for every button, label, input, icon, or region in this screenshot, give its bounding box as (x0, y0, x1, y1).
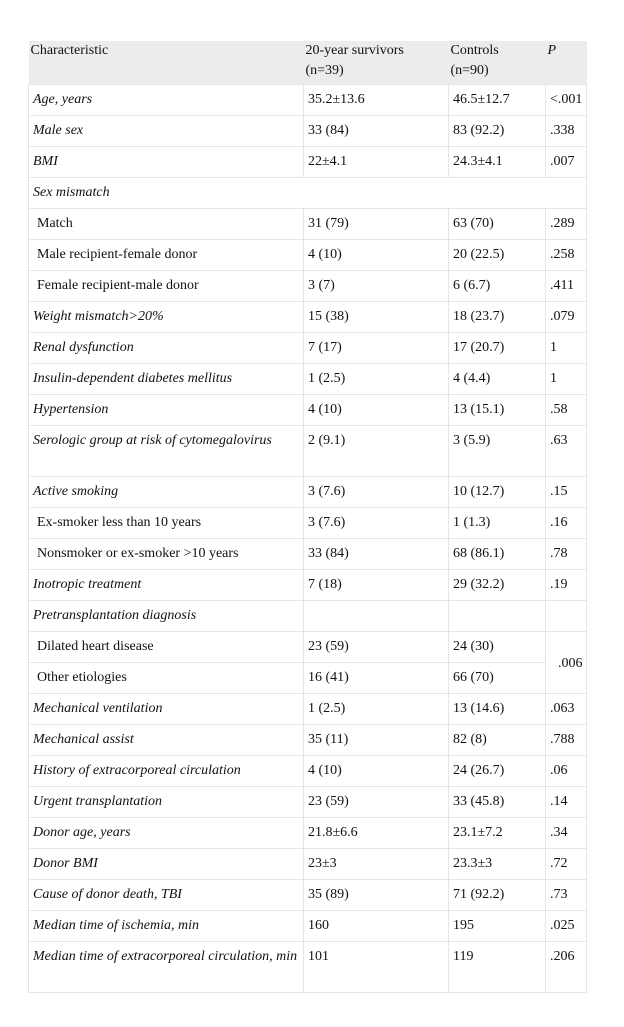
row-label: Male sex (29, 116, 304, 147)
empty-cell (304, 601, 449, 632)
table-row (29, 725, 587, 756)
table-row (29, 570, 587, 601)
row-label: Donor BMI (29, 849, 304, 880)
table-row (29, 880, 587, 911)
table-row (29, 508, 587, 539)
survivors-value: 7 (17) (304, 333, 449, 364)
table-row (29, 209, 587, 240)
row-label: Other etiologies (29, 663, 304, 694)
header-controls: Controls (n=90) (449, 41, 546, 85)
table-row (29, 364, 587, 395)
table-row (29, 116, 587, 147)
p-value: 1 (546, 333, 587, 364)
survivors-value: 33 (84) (304, 116, 449, 147)
table-row (29, 85, 587, 116)
header-characteristic: Characteristic (29, 41, 304, 85)
controls-value: 24 (30) (449, 632, 546, 663)
survivors-value: 31 (79) (304, 209, 449, 240)
header-survivors: 20-year survivors (n=39) (304, 41, 449, 85)
controls-value: 66 (70) (449, 663, 546, 694)
table-row (29, 240, 587, 271)
controls-value: 68 (86.1) (449, 539, 546, 570)
row-label: Median time of extracorporeal circulation, min (29, 942, 304, 993)
survivors-value: 1 (2.5) (304, 694, 449, 725)
controls-value: 63 (70) (449, 209, 546, 240)
table-row (29, 539, 587, 570)
row-label: Age, years (29, 85, 304, 116)
table-row (29, 663, 587, 694)
controls-value: 195 (449, 911, 546, 942)
survivors-value: 7 (18) (304, 570, 449, 601)
controls-value: 6 (6.7) (449, 271, 546, 302)
table-row-group-heading (29, 601, 587, 632)
survivors-value: 4 (10) (304, 756, 449, 787)
row-label: Urgent transplantation (29, 787, 304, 818)
controls-value: 23.3±3 (449, 849, 546, 880)
p-value: .14 (546, 787, 587, 818)
controls-value: 17 (20.7) (449, 333, 546, 364)
row-label: Median time of ischemia, min (29, 911, 304, 942)
controls-value: 83 (92.2) (449, 116, 546, 147)
table-row-group-heading (29, 178, 587, 209)
table-row (29, 632, 587, 663)
controls-value: 18 (23.7) (449, 302, 546, 333)
survivors-value: 2 (9.1) (304, 426, 449, 477)
survivors-value: 33 (84) (304, 539, 449, 570)
empty-cell (546, 601, 587, 632)
p-value: .19 (546, 570, 587, 601)
controls-value: 24.3±4.1 (449, 147, 546, 178)
row-label: Active smoking (29, 477, 304, 508)
row-label: History of extracorporeal circulation (29, 756, 304, 787)
table-row (29, 756, 587, 787)
row-label: Serologic group at risk of cytomegalovirus (29, 426, 304, 477)
survivors-value: 21.8±6.6 (304, 818, 449, 849)
characteristics-table (28, 41, 587, 993)
table-row (29, 426, 587, 477)
survivors-value: 35.2±13.6 (304, 85, 449, 116)
controls-value: 20 (22.5) (449, 240, 546, 271)
row-label: Mechanical assist (29, 725, 304, 756)
table-row (29, 477, 587, 508)
row-label: Nonsmoker or ex-smoker >10 years (29, 539, 304, 570)
row-label: BMI (29, 147, 304, 178)
p-value: 1 (546, 364, 587, 395)
empty-cell (449, 601, 546, 632)
p-value: .411 (546, 271, 587, 302)
table-row (29, 395, 587, 426)
row-label: Female recipient-male donor (29, 271, 304, 302)
controls-value: 13 (14.6) (449, 694, 546, 725)
row-label: Sex mismatch (29, 178, 587, 209)
p-value: .063 (546, 694, 587, 725)
table-row (29, 942, 587, 993)
p-value: .16 (546, 508, 587, 539)
row-label: Inotropic treatment (29, 570, 304, 601)
table-row (29, 271, 587, 302)
controls-value: 24 (26.7) (449, 756, 546, 787)
row-label: Hypertension (29, 395, 304, 426)
controls-value: 1 (1.3) (449, 508, 546, 539)
survivors-value: 4 (10) (304, 240, 449, 271)
table-row (29, 333, 587, 364)
p-value: .006 (546, 632, 587, 694)
p-value: .025 (546, 911, 587, 942)
table-row (29, 147, 587, 178)
controls-value: 71 (92.2) (449, 880, 546, 911)
p-value: <.001 (546, 85, 587, 116)
row-label: Match (29, 209, 304, 240)
row-label: Weight mismatch>20% (29, 302, 304, 333)
p-value: .78 (546, 539, 587, 570)
table-header-row (29, 41, 587, 85)
survivors-value: 23 (59) (304, 787, 449, 818)
table-row (29, 911, 587, 942)
survivors-value: 23±3 (304, 849, 449, 880)
survivors-value: 3 (7.6) (304, 477, 449, 508)
table-row (29, 302, 587, 333)
survivors-value: 101 (304, 942, 449, 993)
p-value: .289 (546, 209, 587, 240)
row-label: Donor age, years (29, 818, 304, 849)
controls-value: 82 (8) (449, 725, 546, 756)
row-label: Insulin-dependent diabetes mellitus (29, 364, 304, 395)
p-value: .338 (546, 116, 587, 147)
survivors-value: 23 (59) (304, 632, 449, 663)
p-value: .788 (546, 725, 587, 756)
p-value: .206 (546, 942, 587, 993)
row-label: Ex-smoker less than 10 years (29, 508, 304, 539)
p-value: .63 (546, 426, 587, 477)
controls-value: 23.1±7.2 (449, 818, 546, 849)
p-value: .079 (546, 302, 587, 333)
survivors-value: 3 (7.6) (304, 508, 449, 539)
row-label: Pretransplantation diagnosis (29, 601, 304, 632)
survivors-value: 35 (89) (304, 880, 449, 911)
header-p: P (546, 41, 587, 85)
p-value: .34 (546, 818, 587, 849)
controls-value: 10 (12.7) (449, 477, 546, 508)
survivors-value: 15 (38) (304, 302, 449, 333)
survivors-value: 35 (11) (304, 725, 449, 756)
p-value: .72 (546, 849, 587, 880)
survivors-value: 22±4.1 (304, 147, 449, 178)
row-label: Mechanical ventilation (29, 694, 304, 725)
table-row (29, 818, 587, 849)
controls-value: 4 (4.4) (449, 364, 546, 395)
survivors-value: 4 (10) (304, 395, 449, 426)
p-value: .007 (546, 147, 587, 178)
table-row (29, 849, 587, 880)
survivors-value: 1 (2.5) (304, 364, 449, 395)
table-row (29, 694, 587, 725)
row-label: Renal dysfunction (29, 333, 304, 364)
controls-value: 29 (32.2) (449, 570, 546, 601)
row-label: Male recipient-female donor (29, 240, 304, 271)
controls-value: 13 (15.1) (449, 395, 546, 426)
row-label: Dilated heart disease (29, 632, 304, 663)
p-value: .58 (546, 395, 587, 426)
p-value: .15 (546, 477, 587, 508)
p-value: .73 (546, 880, 587, 911)
controls-value: 33 (45.8) (449, 787, 546, 818)
row-label: Cause of donor death, TBI (29, 880, 304, 911)
controls-value: 119 (449, 942, 546, 993)
controls-value: 3 (5.9) (449, 426, 546, 477)
survivors-value: 3 (7) (304, 271, 449, 302)
p-value: .06 (546, 756, 587, 787)
survivors-value: 16 (41) (304, 663, 449, 694)
table-row (29, 787, 587, 818)
survivors-value: 160 (304, 911, 449, 942)
controls-value: 46.5±12.7 (449, 85, 546, 116)
p-value: .258 (546, 240, 587, 271)
